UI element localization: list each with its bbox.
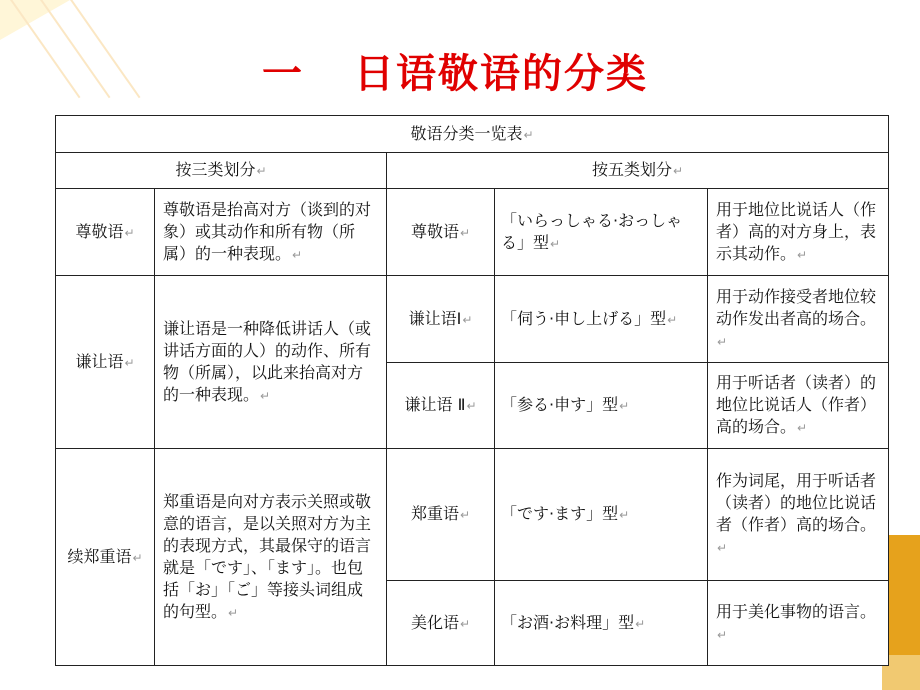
- five-term: 美化语↵: [387, 581, 495, 666]
- verb-form: 「お酒·お料理」型↵: [495, 581, 708, 666]
- five-term: 谦让语 Ⅱ↵: [387, 363, 495, 449]
- three-term: 续郑重语↵: [56, 449, 155, 666]
- three-description: 尊敬语是抬高对方（谈到的对象）或其动作和所有物（所属）的一种表现。↵: [155, 189, 387, 276]
- slide-title: [0, 42, 910, 99]
- five-term: 郑重语↵: [387, 449, 495, 581]
- verb-form: 「伺う·申し上げる」型↵: [495, 276, 708, 363]
- usage-description: 作为词尾，用于听话者（读者）的地位比说话者（作者）高的场合。↵: [708, 449, 889, 581]
- header-five-categories: 按五类划分↵: [387, 153, 889, 189]
- five-term: 尊敬语↵: [387, 189, 495, 276]
- usage-description: 用于美化事物的语言。↵: [708, 581, 889, 666]
- three-term: 谦让语↵: [56, 276, 155, 449]
- group-header-row: [56, 153, 889, 189]
- verb-form: 「参る·申す」型↵: [495, 363, 708, 449]
- table-row: [56, 276, 889, 363]
- title-text: 日语敬语的分类: [354, 51, 648, 97]
- header-three-categories: 按三类划分↵: [56, 153, 387, 189]
- table-caption-row: [56, 116, 889, 153]
- usage-description: 用于动作接受者地位较动作发出者高的场合。↵: [708, 276, 889, 363]
- honorific-classification-table: [55, 115, 889, 666]
- usage-description: 用于听话者（读者）的地位比说话人（作者）高的场合。↵: [708, 363, 889, 449]
- table-row: [56, 449, 889, 581]
- three-description: 谦让语是一种降低讲话人（或讲话方面的人）的动作、所有物（所属），以此来抬高对方的一种表现。↵: [155, 276, 387, 449]
- verb-form: 「です·ます」型↵: [495, 449, 708, 581]
- three-description: 郑重语是向对方表示关照或敬意的语言，是以关照对方为主的表现方式，其最保守的语言就是「です」、「ます」。也包括「お」「ご」等接头词组成的句型。↵: [155, 449, 387, 666]
- usage-description: 用于地位比说话人（作者）高的对方身上，表示其动作。↵: [708, 189, 889, 276]
- verb-form: 「いらっしゃる·おっしゃる」型↵: [495, 189, 708, 276]
- five-term: 谦让语Ⅰ↵: [387, 276, 495, 363]
- three-term: 尊敬语↵: [56, 189, 155, 276]
- table-row: [56, 189, 889, 276]
- title-number: 一: [262, 51, 304, 97]
- table-caption: 敬语分类一览表↵: [56, 116, 889, 153]
